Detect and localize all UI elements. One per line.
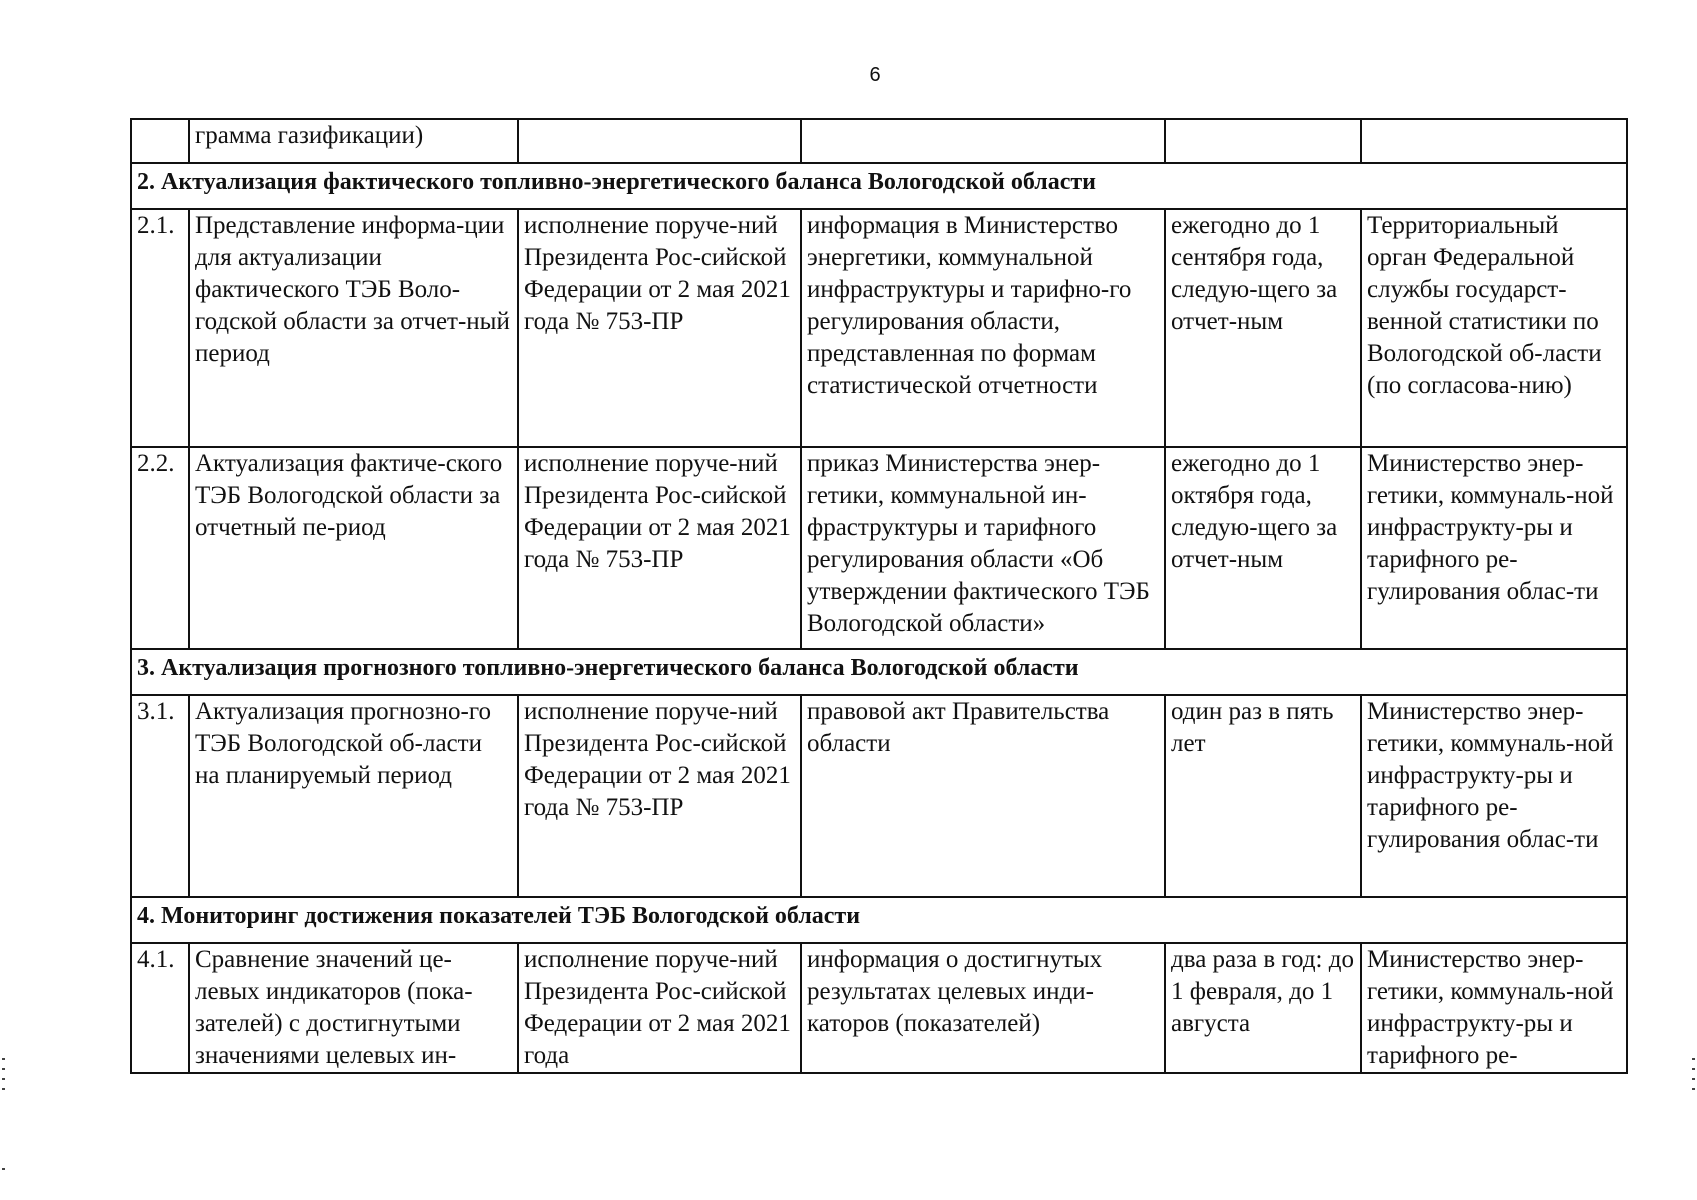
scan-mark (1692, 1088, 1695, 1090)
table-row (131, 695, 1627, 897)
table-row (131, 447, 1627, 649)
table-cell (801, 119, 1165, 163)
responsible-cell: Территориальный орган Федеральной службы государст-венной статистики по Вологодской об-ласти (по согласова-нию) (1361, 209, 1627, 447)
table-row (131, 943, 1627, 1073)
table-cell (1361, 119, 1627, 163)
result-cell: приказ Министерства энер-гетики, коммунальной ин-фраструктуры и тарифного регулирования области «Об утверждении фактического ТЭБ Вологодской области» (801, 447, 1165, 649)
result-cell: правовой акт Правительства области (801, 695, 1165, 897)
result-cell: информация в Министерство энергетики, коммунальной инфраструктуры и тарифно-го регулирования области, представленная по формам статистической отчетности (801, 209, 1165, 447)
basis-cell: исполнение поруче-ний Президента Рос-сийской Федерации от 2 мая 2021 года № 753-ПР (518, 209, 801, 447)
table-row (131, 119, 1627, 163)
deadline-cell: один раз в пять лет (1165, 695, 1361, 897)
responsible-cell: Министерство энер-гетики, коммуналь-ной инфраструкту-ры и тарифного ре-гулирования облас-ти (1361, 695, 1627, 897)
section-title: 3. Актуализация прогнозного топливно-энергетического баланса Вологодской области (131, 649, 1627, 695)
action-cell: Актуализация фактиче-ского ТЭБ Вологодской области за отчетный пе-риод (189, 447, 518, 649)
action-cell: Сравнение значений це-левых индикаторов (пока-зателей) с достигнутыми значениями целевых ин- (189, 943, 518, 1073)
scan-mark (1692, 1078, 1695, 1080)
basis-cell: исполнение поруче-ний Президента Рос-сийской Федерации от 2 мая 2021 года (518, 943, 801, 1073)
scan-mark (1692, 1058, 1695, 1060)
section-header-row (131, 897, 1627, 943)
table-cell (518, 119, 801, 163)
action-cell: Представление информа-ции для актуализации фактического ТЭБ Воло-годской области за отчет-ный период (189, 209, 518, 447)
scan-mark (2, 1168, 5, 1170)
table-cell (1165, 119, 1361, 163)
section-title: 4. Мониторинг достижения показателей ТЭБ Вологодской области (131, 897, 1627, 943)
measures-table (130, 118, 1628, 1074)
scan-mark (2, 1088, 5, 1090)
table-row (131, 209, 1627, 447)
deadline-cell: два раза в год: до 1 февраля, до 1 августа (1165, 943, 1361, 1073)
page-number: 6 (869, 64, 881, 86)
scan-mark (1692, 1068, 1695, 1070)
deadline-cell: ежегодно до 1 сентября года, следую-щего за отчет-ным (1165, 209, 1361, 447)
basis-cell: исполнение поруче-ний Президента Рос-сийской Федерации от 2 мая 2021 года № 753-ПР (518, 695, 801, 897)
responsible-cell: Министерство энер-гетики, коммуналь-ной инфраструкту-ры и тарифного ре- (1361, 943, 1627, 1073)
deadline-cell: ежегодно до 1 октября года, следую-щего за отчет-ным (1165, 447, 1361, 649)
section-title: 2. Актуализация фактического топливно-энергетического баланса Вологодской области (131, 163, 1627, 209)
table-cell: грамма газификации) (189, 119, 518, 163)
basis-cell: исполнение поруче-ний Президента Рос-сийской Федерации от 2 мая 2021 года № 753-ПР (518, 447, 801, 649)
row-number: 4.1. (131, 943, 189, 1073)
row-number: 2.2. (131, 447, 189, 649)
row-number: 2.1. (131, 209, 189, 447)
scan-mark (2, 1068, 5, 1070)
responsible-cell: Министерство энер-гетики, коммуналь-ной инфраструкту-ры и тарифного ре-гулирования облас-ти (1361, 447, 1627, 649)
result-cell: информация о достигнутых результатах целевых инди-каторов (показателей) (801, 943, 1165, 1073)
scan-mark (2, 1058, 5, 1060)
section-header-row (131, 649, 1627, 695)
table-cell (131, 119, 189, 163)
section-header-row (131, 163, 1627, 209)
row-number: 3.1. (131, 695, 189, 897)
scan-mark (2, 1078, 5, 1080)
action-cell: Актуализация прогнозно-го ТЭБ Вологодской об-ласти на планируемый период (189, 695, 518, 897)
